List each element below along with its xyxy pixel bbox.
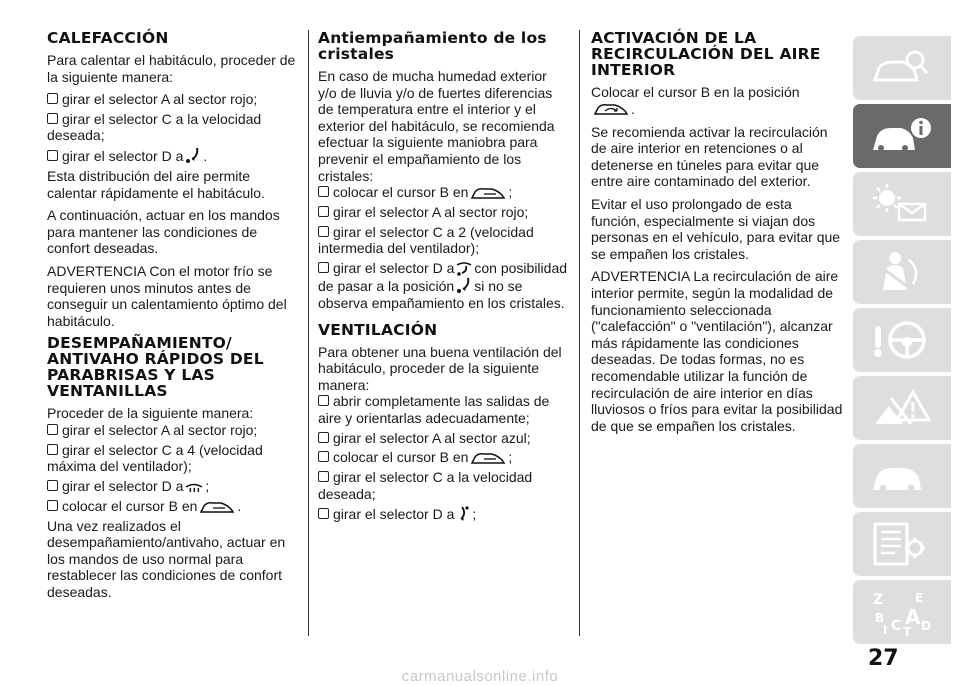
- advertencia-paragraph: ADVERTENCIA La recirculación de aire interior permite, según la modalidad de funcionamiento seleccionada ("calefacción" o "ventilación"), alcanzar más rápidamente las condiciones deseadas. De todas formas, no es recomendable utilizar la función de recirculación de aire interior en días lluviosos o fríos para evitar la posibilidad de que se empañen los cristales.: [591, 268, 843, 434]
- paragraph: Esta distribución del aire permite calentar rápidamente el habitáculo.: [47, 167, 265, 201]
- heading-ventilacion: VENTILACIÓN: [318, 320, 438, 339]
- paragraph: A continuación, actuar en los mandos para mantener las condiciones de confort deseadas.: [47, 207, 280, 257]
- checkbox-bullet-icon: [47, 444, 58, 455]
- bullet-item: colocar el cursor B en ;: [318, 449, 568, 466]
- paragraph: Evitar el uso prolongado de esta función, especialmente si viajan dos personas en el vehículo, para evitar que se empañen los cristales.: [591, 195, 841, 262]
- checkbox-bullet-icon: [318, 432, 329, 443]
- checkbox-bullet-icon: [47, 113, 58, 124]
- bullet-item: girar el selector A al sector rojo;: [47, 91, 299, 108]
- bullet-item: girar el selector C a 2 (velocidad intermedia del ventilador);: [318, 223, 534, 257]
- index-letter: D: [921, 619, 931, 633]
- checkbox-bullet-icon: [318, 508, 329, 519]
- checkbox-bullet-icon: [318, 395, 329, 406]
- bullet-item: girar el selector D a .: [47, 147, 299, 165]
- seatbelt-icon: [869, 250, 933, 294]
- paragraph: Una vez realizados el desempañamiento/antivaho, actuar en los mandos de uso normal para restablecer las condiciones de confort deseadas.: [47, 517, 286, 601]
- column-left: [47, 30, 299, 607]
- column-divider: [308, 30, 309, 636]
- paragraph: Colocar el cursor B en la posición .: [591, 84, 800, 117]
- index-letter: C: [891, 618, 902, 634]
- car-info-icon: [869, 114, 933, 158]
- heading-antiempanamiento: Antiempañamiento de los cristales: [318, 29, 547, 63]
- index-letter: B: [875, 611, 885, 625]
- bullet-item: girar el selector A al sector rojo;: [47, 422, 299, 439]
- paragraph: Proceder de la siguiente manera:: [47, 405, 254, 422]
- column-middle: [318, 30, 568, 526]
- tab-warning-lights[interactable]: [853, 172, 951, 236]
- bullet-item: girar el selector A al sector azul;: [318, 430, 568, 447]
- tab-specs-list[interactable]: [853, 512, 951, 576]
- feet-airflow-icon: [456, 277, 472, 295]
- tab-car-service[interactable]: [853, 444, 951, 508]
- index-letter: Z: [873, 592, 884, 608]
- page-number: 27: [868, 646, 899, 671]
- checkbox-bullet-icon: [47, 150, 58, 161]
- checkbox-bullet-icon: [47, 500, 58, 511]
- heading-desempanamiento: DESEMPAÑAMIENTO/ ANTIVAHO RÁPIDOS DEL PARABRISAS Y LAS VENTANILLAS: [47, 334, 264, 401]
- tab-road-warning[interactable]: [853, 376, 951, 440]
- index-letter: T: [903, 625, 912, 638]
- checkbox-bullet-icon: [318, 186, 329, 197]
- checkbox-bullet-icon: [318, 262, 329, 273]
- bullet-item: girar el selector A al sector rojo;: [318, 204, 568, 221]
- bullet-item: girar el selector C a la velocidad deseada;: [47, 110, 262, 144]
- tab-car-search[interactable]: [853, 36, 951, 100]
- bullet-item: girar el selector D a con posibilidad de pasar a la posición si no se observa empañamiento en los cristales.: [318, 259, 568, 311]
- heading-recirculacion: ACTIVACIÓN DE LA RECIRCULACIÓN DEL AIRE INTERIOR: [591, 29, 821, 79]
- car-outside-air-icon: [470, 187, 506, 201]
- bullet-item: girar el selector D a ;: [47, 478, 299, 495]
- road-warning-icon: [869, 386, 933, 430]
- index-letters-icon: [869, 590, 933, 638]
- car-service-icon: [869, 454, 933, 498]
- bullet-item: colocar el cursor B en .: [47, 498, 299, 515]
- index-letter: E: [915, 591, 924, 605]
- checkbox-bullet-icon: [47, 480, 58, 491]
- steering-wheel-icon: [869, 318, 933, 362]
- bullet-item: colocar el cursor B en ;: [318, 184, 568, 201]
- bullet-item: girar el selector D a ;: [318, 505, 568, 523]
- car-outside-air-icon: [199, 501, 235, 515]
- checkbox-bullet-icon: [318, 206, 329, 217]
- windshield-feet-airflow-icon: [456, 261, 472, 277]
- checkbox-bullet-icon: [47, 93, 58, 104]
- tab-index-letters[interactable]: [853, 580, 951, 644]
- feet-airflow-icon: [185, 147, 201, 165]
- car-search-icon: [869, 46, 933, 90]
- column-right: [591, 30, 843, 440]
- checkbox-bullet-icon: [318, 226, 329, 237]
- checkbox-bullet-icon: [318, 471, 329, 482]
- checkbox-bullet-icon: [47, 424, 58, 435]
- tab-car-info[interactable]: [853, 104, 951, 168]
- heading-calefaccion: CALEFACCIÓN: [47, 29, 169, 47]
- face-airflow-icon: [456, 505, 470, 523]
- index-letter: I: [883, 623, 888, 637]
- car-recirculation-icon: [593, 102, 629, 118]
- bullet-item: abrir completamente las salidas de aire y orientarlas adecuadamente;: [318, 393, 550, 426]
- paragraph: Para calentar el habitáculo, proceder de la siguiente manera:: [47, 52, 296, 85]
- advertencia-paragraph: ADVERTENCIA Con el motor frío se requieren unos minutos antes de conseguir un calentamiento óptimo del habitáculo.: [47, 262, 287, 329]
- index-letter: A: [905, 605, 921, 629]
- windshield-defrost-icon: [185, 479, 203, 495]
- tab-steering-wheel[interactable]: [853, 308, 951, 372]
- column-divider: [579, 30, 580, 636]
- paragraph: Se recomienda activar la recirculación de aire interior en retenciones o al detenerse en túneles para evitar que entre aire contaminado del exterior.: [591, 123, 828, 190]
- specs-list-icon: [869, 522, 933, 566]
- car-outside-air-icon: [470, 452, 506, 466]
- checkbox-bullet-icon: [318, 451, 329, 462]
- tab-seatbelt[interactable]: [853, 240, 951, 304]
- bullet-item: girar el selector C a la velocidad deseada;: [318, 469, 533, 502]
- paragraph: En caso de mucha humedad exterior y/o de lluvia y/o de fuertes diferencias de temperatura entre el interior y el exterior del habitáculo, se recomienda efectuar la siguiente maniobra para prevenir el empañamiento de los cristales:: [318, 68, 555, 184]
- bullet-item: girar el selector C a 4 (velocidad máxima del ventilador);: [47, 441, 263, 475]
- paragraph: Para obtener una buena ventilación del habitáculo, proceder de la siguiente manera:: [318, 343, 562, 393]
- watermark: carmanualsonline.info: [401, 668, 559, 685]
- warning-lights-icon: [869, 182, 933, 226]
